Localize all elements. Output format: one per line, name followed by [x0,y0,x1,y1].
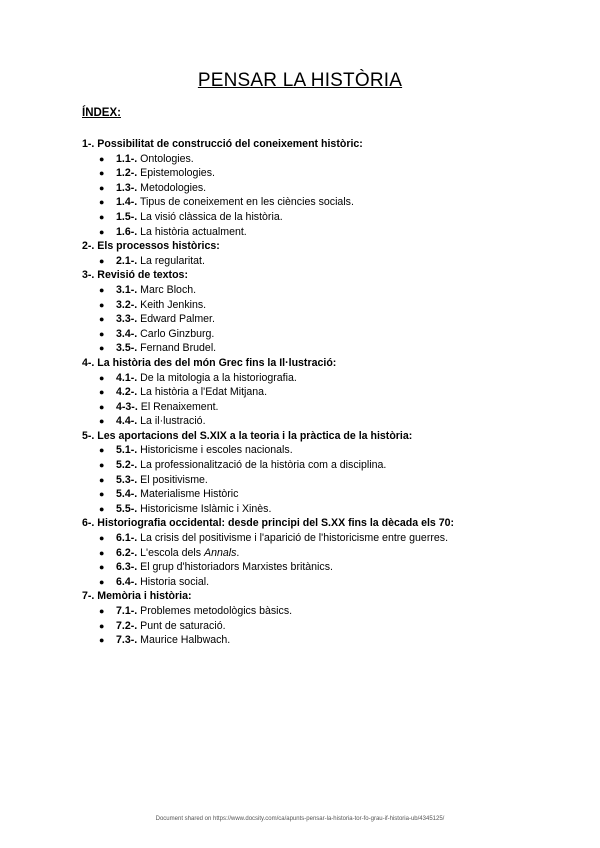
item-text: Maurice Halbwach. [140,634,231,647]
item-number: 6.2-. [116,546,138,559]
item-text: L'escola dels Annals. [140,546,240,559]
list-item [82,575,562,590]
bullet-icon: ● [99,635,105,646]
item-text: Carlo Ginzburg. [140,327,215,340]
item-number: 1.3-. [116,181,138,194]
bullet-icon: ● [99,226,105,237]
item-text: Historia social. [140,575,210,588]
bullet-icon: ● [99,299,105,310]
section-heading: 1-. Possibilitat de construcció del coneixement històric: [82,138,363,150]
item-text: Marc Bloch. [140,283,197,296]
bullet-icon: ● [99,255,105,266]
bullet-icon: ● [99,576,105,587]
list-item [82,166,562,181]
bullet-icon: ● [99,343,105,354]
item-text: Metodologies. [140,181,207,194]
bullet-icon: ● [99,387,105,398]
list-item [82,385,562,400]
item-number: 7.2-. [116,619,138,632]
section-heading: 3-. Revisió de textos: [82,269,188,282]
item-text: La història actualment. [140,225,247,238]
bullet-icon: ● [99,211,105,222]
item-number: 7.3-. [116,634,138,647]
item-text: El Renaixement. [140,400,219,413]
section-heading: 6-. Historiografia occidental: desde principi del S.XX fins la dècada els 70: [82,517,455,530]
bullet-icon: ● [99,620,105,631]
item-text: Edward Palmer. [140,313,215,326]
list-item [82,371,562,386]
list-item [82,298,562,313]
item-number: 1.5-. [116,210,138,223]
item-number: 3.2-. [116,298,138,311]
item-text: Historicisme Islàmic i Xinès. [140,502,272,515]
list-item [82,400,562,415]
bullet-icon: ● [99,284,105,295]
bullet-icon: ● [99,503,105,514]
item-text: Materialisme Històric [140,488,239,501]
bullet-icon: ● [99,445,105,456]
bullet-icon: ● [99,489,105,500]
item-text: Keith Jenkins. [140,298,207,311]
bullet-icon: ● [99,182,105,193]
item-text: La crisis del positivisme i l'aparició de l'historicisme entre guerres. [140,532,449,545]
list-item [82,210,562,225]
bullet-icon: ● [99,168,105,179]
list-item [82,225,562,240]
section-heading: 5-. Les aportacions del S.XIX a la teoria i la pràctica de la història: [82,429,413,442]
bullet-icon: ● [99,606,105,616]
list-item [82,473,562,488]
bullet-icon: ● [99,328,105,339]
item-text: De la mitologia a la historiografia. [140,371,297,384]
list-item [82,152,562,167]
section-heading: 4-. La història des del món Grec fins la Il·lustració: [82,356,337,369]
bullet-icon: ● [99,460,105,471]
bullet-icon: ● [99,533,105,544]
list-item [82,458,562,473]
list-item [82,546,562,561]
item-text: El grup d'historiadors Marxistes britànics. [140,561,333,574]
item-text: Ontologies. [140,152,194,165]
item-number: 5.1-. [116,444,138,457]
item-number: 3.1-. [116,283,138,296]
list-item [82,181,562,196]
item-number: 1.2-. [116,167,138,180]
item-number: 3.4-. [116,327,138,340]
bullet-icon: ● [99,416,105,427]
list-item [82,195,562,210]
item-number: 1.6-. [116,225,138,238]
item-number: 4-3-. [116,400,138,413]
section-heading: 2-. Els processos històrics: [82,240,220,253]
item-text: Fernand Brudel. [140,342,217,355]
list-item [82,443,562,458]
item-number: 5.4-. [116,488,138,501]
bullet-icon: ● [99,401,105,412]
item-text: Epistemologies. [140,167,215,180]
item-text: El positivisme. [140,473,208,486]
item-number: 2.1-. [116,254,138,267]
item-text: Tipus de coneixement en les ciències socials. [139,196,354,209]
item-text: Historicisme i escoles nacionals. [140,444,293,457]
list-item [82,633,562,648]
item-number: 5.3-. [116,473,138,486]
list-item [82,560,562,575]
item-number: 1.1-. [116,152,138,165]
page-title: PENSAR LA HISTÒRIA [197,70,403,91]
item-text: La il·lustració. [140,415,206,428]
item-number: 3.5-. [116,342,138,355]
item-number: 6.3-. [116,561,138,574]
section-heading: 7-. Memòria i història: [82,590,192,603]
bullet-icon: ● [99,547,105,558]
list-item [82,341,562,356]
item-text: La visió clàssica de la història. [140,210,283,223]
item-text: La professionalització de la història com a disciplina. [140,459,387,472]
list-item [82,254,562,269]
item-number: 1.4-. [116,196,138,209]
item-text: La regularitat. [140,254,205,267]
list-item [82,619,562,634]
item-text: La història a l'Edat Mitjana. [140,386,268,399]
footer-source-note: Document shared on https://www.docsity.com/ca/apunts-pensar-la-historia-tor-fo-grau-if-historia-ub/4345125/ [155,816,445,822]
item-number: 5.2-. [116,459,138,472]
item-number: 4.4-. [116,415,138,428]
item-text: Problemes metodològics bàsics. [140,605,293,617]
item-number: 4.1-. [116,371,138,384]
bullet-icon: ● [99,314,105,325]
bullet-icon: ● [99,474,105,485]
item-text: Punt de saturació. [140,619,226,632]
list-item [82,604,562,619]
list-item [82,283,562,298]
list-item [82,531,562,546]
bullet-icon: ● [99,153,105,164]
item-number: 5.5-. [116,502,138,515]
bullet-icon: ● [99,562,105,573]
item-number: 4.2-. [116,386,138,399]
list-item [82,312,562,327]
item-number: 7.1-. [116,605,138,617]
table-of-contents [82,137,562,648]
list-item [82,487,562,502]
item-number: 6.4-. [116,575,138,588]
list-item [82,414,562,429]
item-number: 3.3-. [116,313,138,326]
item-number: 6.1-. [116,532,138,545]
bullet-icon: ● [99,197,105,208]
list-item [82,502,562,517]
bullet-icon: ● [99,372,105,383]
index-heading: ÍNDEX: [82,107,121,119]
list-item [82,327,562,342]
